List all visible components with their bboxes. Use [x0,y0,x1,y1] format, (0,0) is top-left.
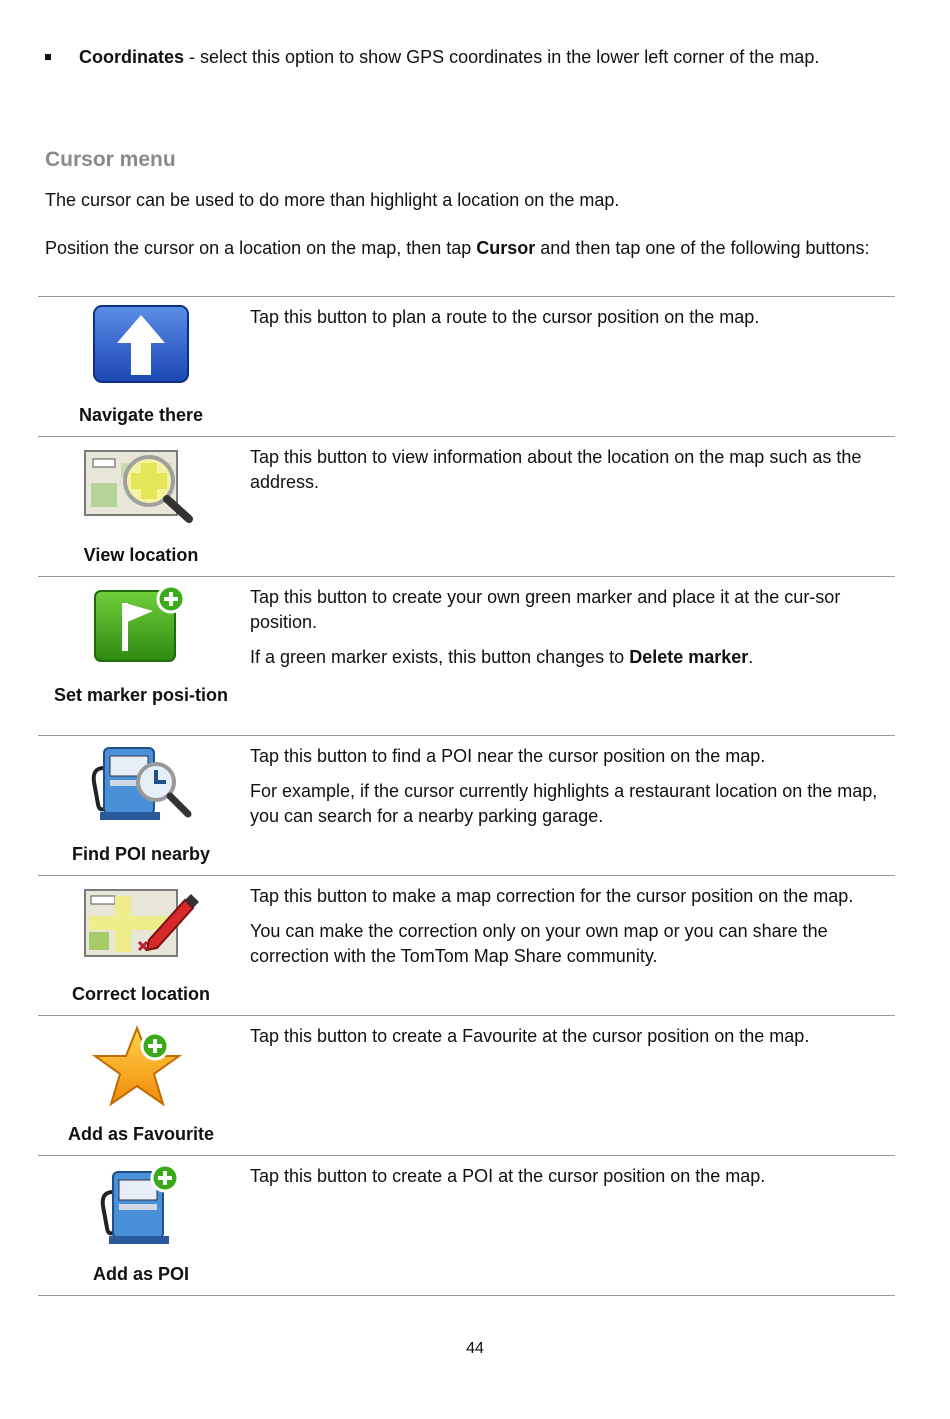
description-text-secondary: You can make the correction only on your own map or you can share the correction with the TomTom Map Share community. [250,921,828,966]
button-cell-add-as-favourite[interactable] [38,1016,244,1156]
bullet-term: Coordinates [79,47,185,67]
table-row [38,297,895,437]
description-text: Tap this button to create a POI at the cursor position on the map. [250,1166,766,1186]
button-cell-find-poi-nearby[interactable] [38,736,244,876]
button-cell-set-marker-position[interactable] [38,577,244,736]
button-label-add-as-poi: Add as POI [92,1264,190,1284]
section-title: Cursor menu [45,148,176,171]
button-label-navigate-there: Navigate there [78,405,204,425]
button-label-set-marker-position: Set marker posi-tion [53,685,229,705]
description-text: Tap this button to plan a route to the cursor position on the map. [250,307,760,327]
table-row [38,876,895,1016]
poi-pump-magnifier-icon [86,742,196,824]
table-row [38,437,895,577]
description-text: Tap this button to view information about the location on the map such as the address. [250,447,862,492]
description-text: Tap this button to make a map correction for the cursor position on the map. [250,886,854,906]
table-row [38,1016,895,1156]
description-text: Tap this button to create a Favourite at the cursor position on the map. [250,1026,810,1046]
button-label-add-as-favourite: Add as Favourite [67,1124,215,1144]
description-text-secondary: For example, if the cursor currently highlights a restaurant location on the map, you can search for a nearby parking garage. [250,781,878,826]
instruction-paragraph: Position the cursor on a location on the map, then tap Cursor and then tap one of the following buttons: [45,238,870,258]
description-text-secondary: If a green marker exists, this button changes to Delete marker. [250,647,754,667]
button-cell-add-as-poi[interactable] [38,1156,244,1296]
bullet-text: - select this option to show GPS coordinates in the lower left corner of the map. [184,47,820,67]
map-pencil-icon [81,882,201,964]
coordinates-bullet [45,44,905,70]
button-cell-view-location[interactable] [38,437,244,577]
star-plus-icon [91,1022,191,1108]
navigate-arrow-icon [91,303,191,387]
button-label-view-location: View location [83,545,199,565]
intro-paragraph: The cursor can be used to do more than highlight a location on the map. [45,190,620,210]
delete-marker-term: Delete marker [629,647,749,667]
description-text: Tap this button to create your own green marker and place it at the cur-sor position. [250,587,841,632]
page-number: 44 [466,1340,484,1357]
cursor-buttons-table [38,296,895,1296]
cursor-term: Cursor [476,238,536,258]
table-row [38,736,895,876]
bullet-square-icon [45,54,51,60]
poi-pump-plus-icon [91,1162,191,1246]
button-cell-correct-location[interactable] [38,876,244,1016]
green-flag-plus-icon [91,583,191,667]
button-label-correct-location: Correct location [71,984,211,1004]
map-magnifier-icon [81,443,201,525]
description-text: Tap this button to find a POI near the cursor position on the map. [250,746,766,766]
table-row [38,577,895,736]
table-row [38,1156,895,1296]
button-label-find-poi-nearby: Find POI nearby [71,844,211,864]
button-cell-navigate-there[interactable] [38,297,244,437]
